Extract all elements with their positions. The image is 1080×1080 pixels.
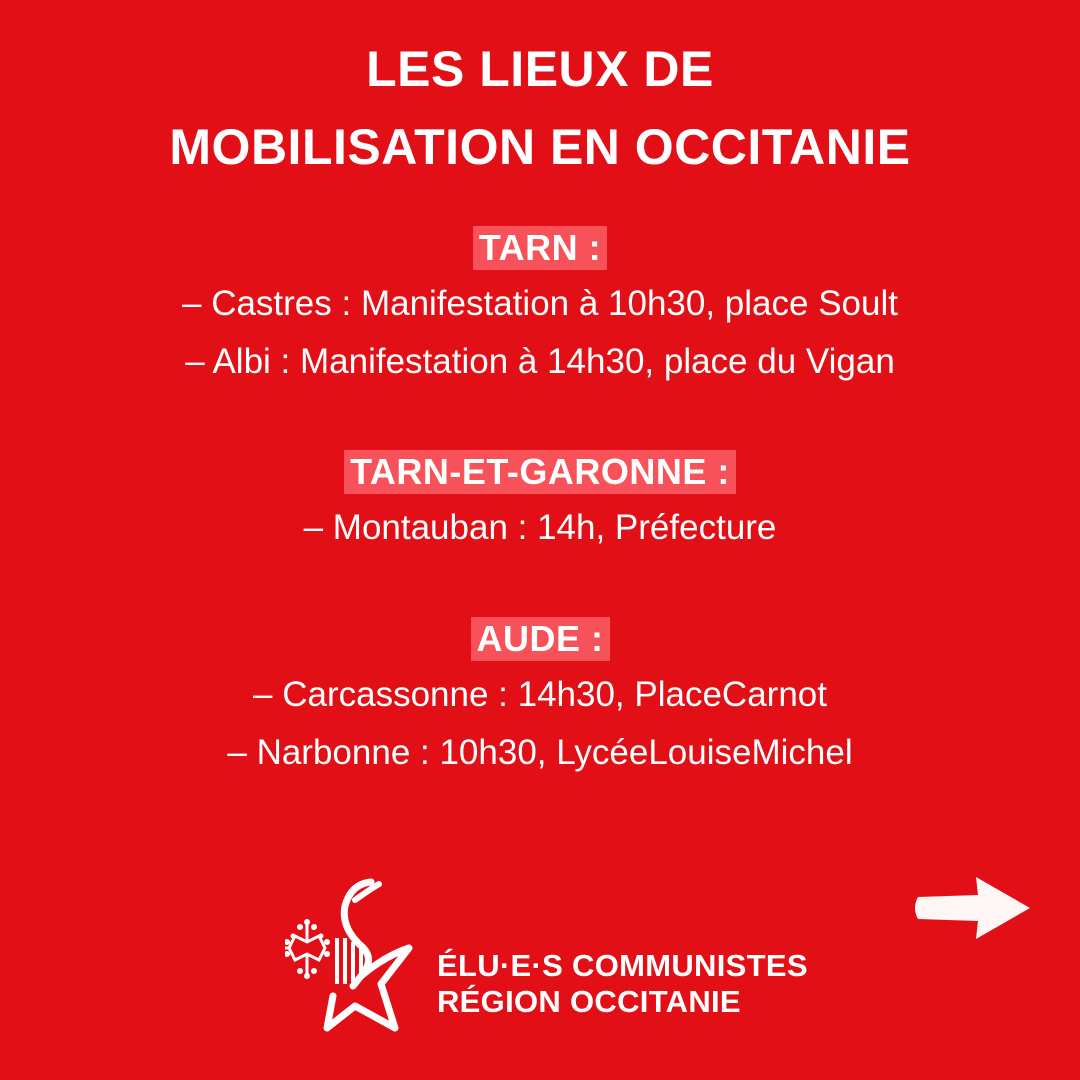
logo-text: [437, 948, 808, 1020]
list-item-carcassonne: – Carcassonne : 14h30, PlaceCarnot: [253, 675, 827, 714]
page-title-line-1: LES LIEUX DE: [366, 41, 714, 97]
section-heading-tarn: TARN :: [473, 226, 607, 270]
logo-text-line-2: RÉGION OCCITANIE: [437, 984, 741, 1019]
list-item-albi: – Albi : Manifestation à 14h30, place du Vigan: [185, 342, 895, 381]
logo-text-line-1: ÉLU·E·S COMMUNISTES: [437, 948, 808, 983]
section-tarn-et-garonne: [0, 450, 1080, 557]
list-item-montauban: – Montauban : 14h, Préfecture: [303, 508, 777, 547]
list-item-castres: – Castres : Manifestation à 10h30, place Soult: [182, 284, 898, 323]
arrow-right-icon[interactable]: [910, 873, 1034, 943]
logo: [285, 878, 815, 1038]
section-tarn: [0, 226, 1080, 391]
list-item-narbonne: – Narbonne : 10h30, LycéeLouiseMichel: [227, 733, 853, 772]
section-aude: [0, 617, 1080, 782]
section-heading-tarn-et-garonne: TARN-ET-GARONNE :: [344, 450, 736, 494]
page-title-line-2: MOBILISATION EN OCCITANIE: [169, 119, 911, 175]
section-heading-aude: AUDE :: [471, 617, 610, 661]
occitan-cross-star-logo: [285, 878, 420, 1038]
